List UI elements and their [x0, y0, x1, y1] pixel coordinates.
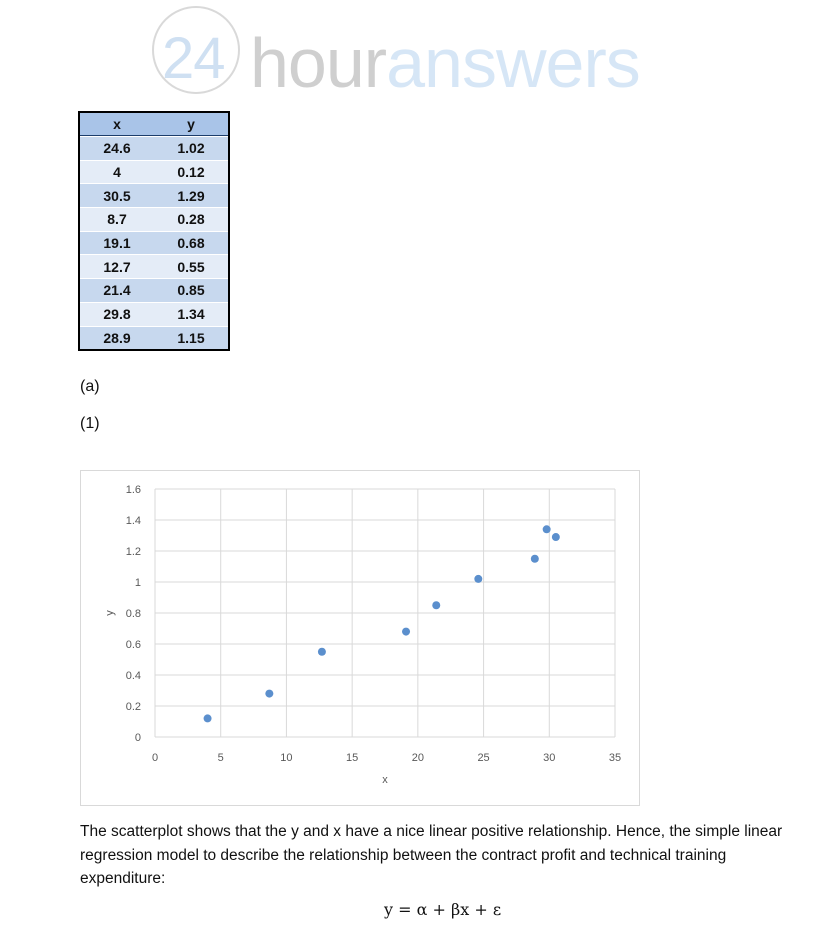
table-row — [80, 278, 228, 302]
table-header-row — [80, 113, 228, 136]
table-cell-y: 1.02 — [177, 140, 205, 157]
table-cell-x: 4 — [113, 164, 121, 181]
x-tick-label: 0 — [151, 752, 159, 764]
scatter-chart — [80, 470, 640, 806]
table-cell-y: 0.28 — [177, 211, 205, 228]
table-header-y: y — [187, 116, 195, 132]
y-tick-label: 0.4 — [125, 670, 141, 682]
logo-wordmark — [250, 24, 640, 102]
table-cell-y: 0.85 — [177, 282, 205, 299]
table-cell-y: 1.29 — [177, 187, 205, 204]
table-cell-x: 8.7 — [107, 211, 127, 228]
brand-logo — [152, 6, 712, 110]
x-tick-label: 15 — [346, 752, 359, 764]
table-row — [80, 302, 228, 326]
x-tick-label: 30 — [543, 752, 556, 764]
x-tick-label: 5 — [217, 752, 224, 764]
y-tick-label: 1.4 — [125, 515, 141, 527]
table-cell-x: 24.6 — [103, 140, 131, 157]
table-row — [80, 231, 228, 255]
table-cell-x: 19.1 — [103, 235, 131, 252]
table-cell-y: 0.55 — [177, 258, 205, 275]
table-row — [80, 183, 228, 207]
table-cell-x: 28.9 — [103, 329, 131, 346]
table-cell-y: 1.34 — [177, 306, 205, 323]
table-header-x: x — [113, 116, 121, 132]
data-point — [474, 575, 482, 583]
table-row — [80, 254, 228, 278]
table-cell-y: 0.12 — [177, 164, 205, 181]
data-point — [265, 690, 273, 698]
logo-word-hour: hour — [250, 24, 387, 102]
data-point — [552, 533, 560, 541]
table-row — [80, 160, 228, 184]
y-tick-label: 0.8 — [125, 608, 141, 620]
x-tick-label: 20 — [411, 752, 424, 764]
logo-number: 24 — [162, 26, 225, 91]
data-table — [78, 111, 230, 351]
y-tick-label: 0.6 — [125, 639, 141, 651]
y-tick-label: 1.6 — [125, 484, 141, 496]
data-point — [531, 555, 539, 563]
data-point — [204, 714, 212, 722]
data-point — [543, 525, 551, 533]
y-tick-label: 0.2 — [125, 701, 141, 713]
y-tick-label: 0 — [134, 732, 141, 744]
table-cell-x: 30.5 — [103, 187, 131, 204]
logo-word-answers: answers — [386, 24, 640, 102]
x-tick-label: 35 — [608, 752, 622, 764]
y-tick-label: 1.2 — [125, 546, 141, 558]
x-axis-title: x — [382, 774, 388, 786]
data-point — [402, 628, 410, 636]
table-cell-y: 1.15 — [177, 329, 205, 346]
explanation-paragraph: The scatterplot shows that the y and x have a nice linear positive relationship. Hence, the simple linear regression model to describe the relationship between the contract profit and technical training expenditure: — [80, 823, 783, 887]
table-cell-y: 0.68 — [177, 235, 205, 252]
y-tick-label: 1 — [134, 577, 141, 589]
data-point — [432, 601, 440, 609]
data-point — [318, 648, 326, 656]
table-row — [80, 136, 228, 160]
table-row — [80, 326, 228, 350]
x-tick-label: 10 — [280, 752, 293, 764]
part-1-label: (1) — [80, 415, 100, 432]
table-row — [80, 207, 228, 231]
table-cell-x: 29.8 — [103, 306, 131, 323]
table-cell-x: 21.4 — [103, 282, 131, 299]
x-tick-label: 25 — [477, 752, 490, 764]
regression-equation: y = α + βx + ε — [384, 900, 502, 919]
y-axis-title: y — [104, 610, 116, 616]
table-cell-x: 12.7 — [103, 258, 131, 275]
part-a-label: (a) — [80, 378, 100, 395]
scatter-chart-svg — [81, 471, 641, 807]
